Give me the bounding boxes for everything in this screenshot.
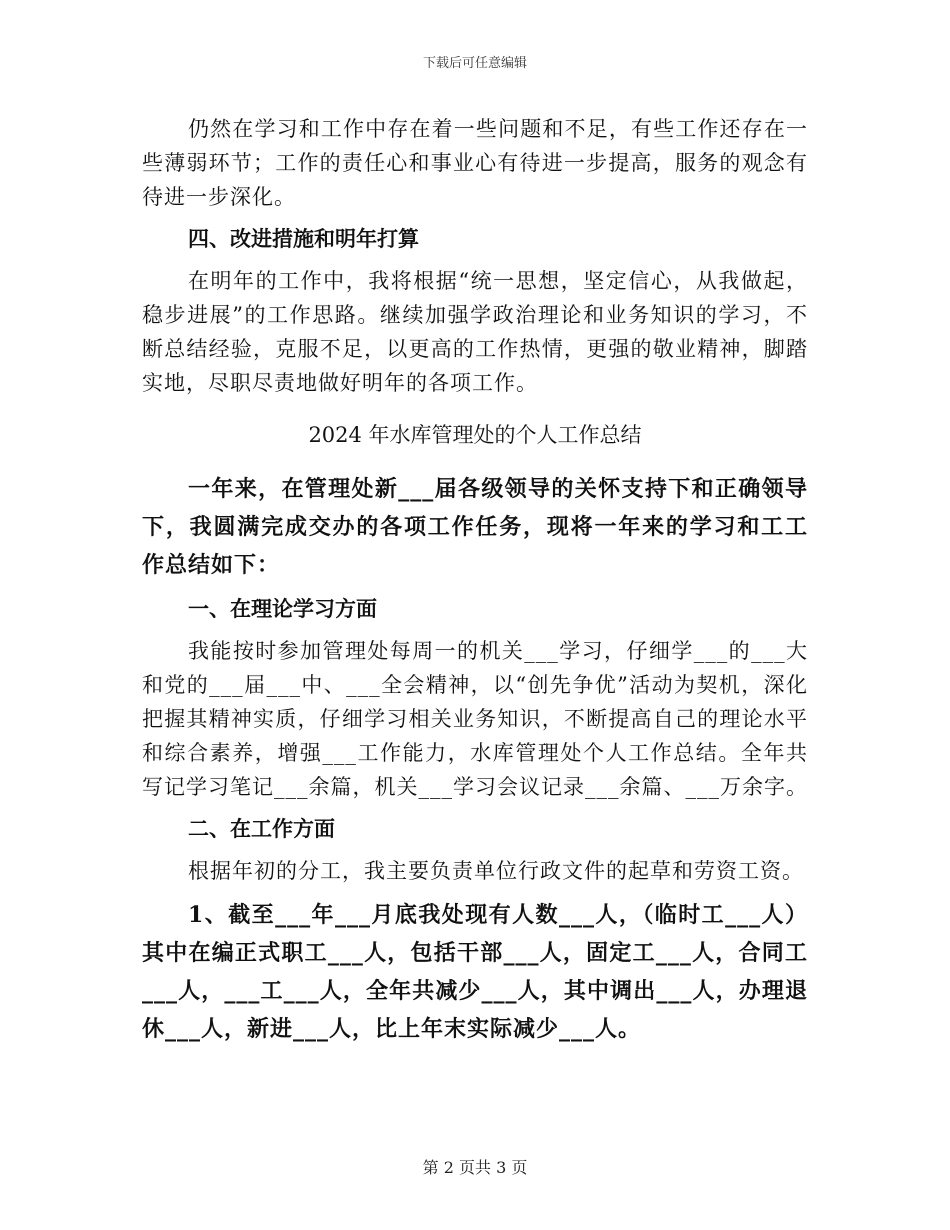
section-heading-work: 二、在工作方面 — [188, 816, 335, 841]
paragraph-next-year-plan: 在明年的工作中，我将根据“统一思想，坚定信心，从我做起，稳步进展”的工作思路。继续加强学政治理论和业务知识的学习，不断总结经验，克服不足，以更高的工作热情，更强的敬业精神，脚踏实地，尽职尽责地做好明年的各项工作。 — [142, 269, 808, 395]
paragraph-work-duties: 根据年初的分工，我主要负责单位行政文件的起草和劳资工资。 — [188, 859, 804, 883]
paragraph-intro: 一年来，在管理处新___届各级领导的关怀支持下和正确领导下，我圆满完成交办的各项工作任务，现将一年来的学习和工工作总结如下： — [142, 476, 808, 578]
section-heading-theory: 一、在理论学习方面 — [188, 596, 377, 621]
paragraph-theory-study: 我能按时参加管理处每周一的机关___学习，仔细学___的___大和党的___届___中、___全会精神，以“创先争优”活动为契机，深化把握其精神实质，仔细学习相关业务知识，不断提高自己的理论水平和综合素养，增强___工作能力，水库管理处个人工作总结。全年共写记学习笔记___余篇，机关___学习会议记录___余篇、___万余字。 — [142, 639, 808, 799]
paragraph-shortcomings: 仍然在学习和工作中存在着一些问题和不足，有些工作还存在一些薄弱环节；工作的责任心和事业心有待进一步提高，服务的观念有待进一步深化。 — [142, 117, 808, 209]
paragraph-staff-count: 1、截至___年___月底我处现有人数___人，（临时工___人）其中在编正式职工___人，包括干部___人，固定工___人，合同工___人，___工___人，全年共减少___人，其中调出___人，办理退休___人，新进___人，比上年末实际减少___人。 — [142, 902, 808, 1042]
section-heading-improvements: 四、改进措施和明年打算 — [188, 226, 419, 251]
page-header: 下载后可任意编辑 — [422, 56, 527, 71]
page-number: 第 2 页共 3 页 — [422, 1158, 528, 1177]
document-title: 2024 年水库管理处的个人工作总结 — [308, 423, 642, 447]
page-body — [142, 112, 808, 1048]
